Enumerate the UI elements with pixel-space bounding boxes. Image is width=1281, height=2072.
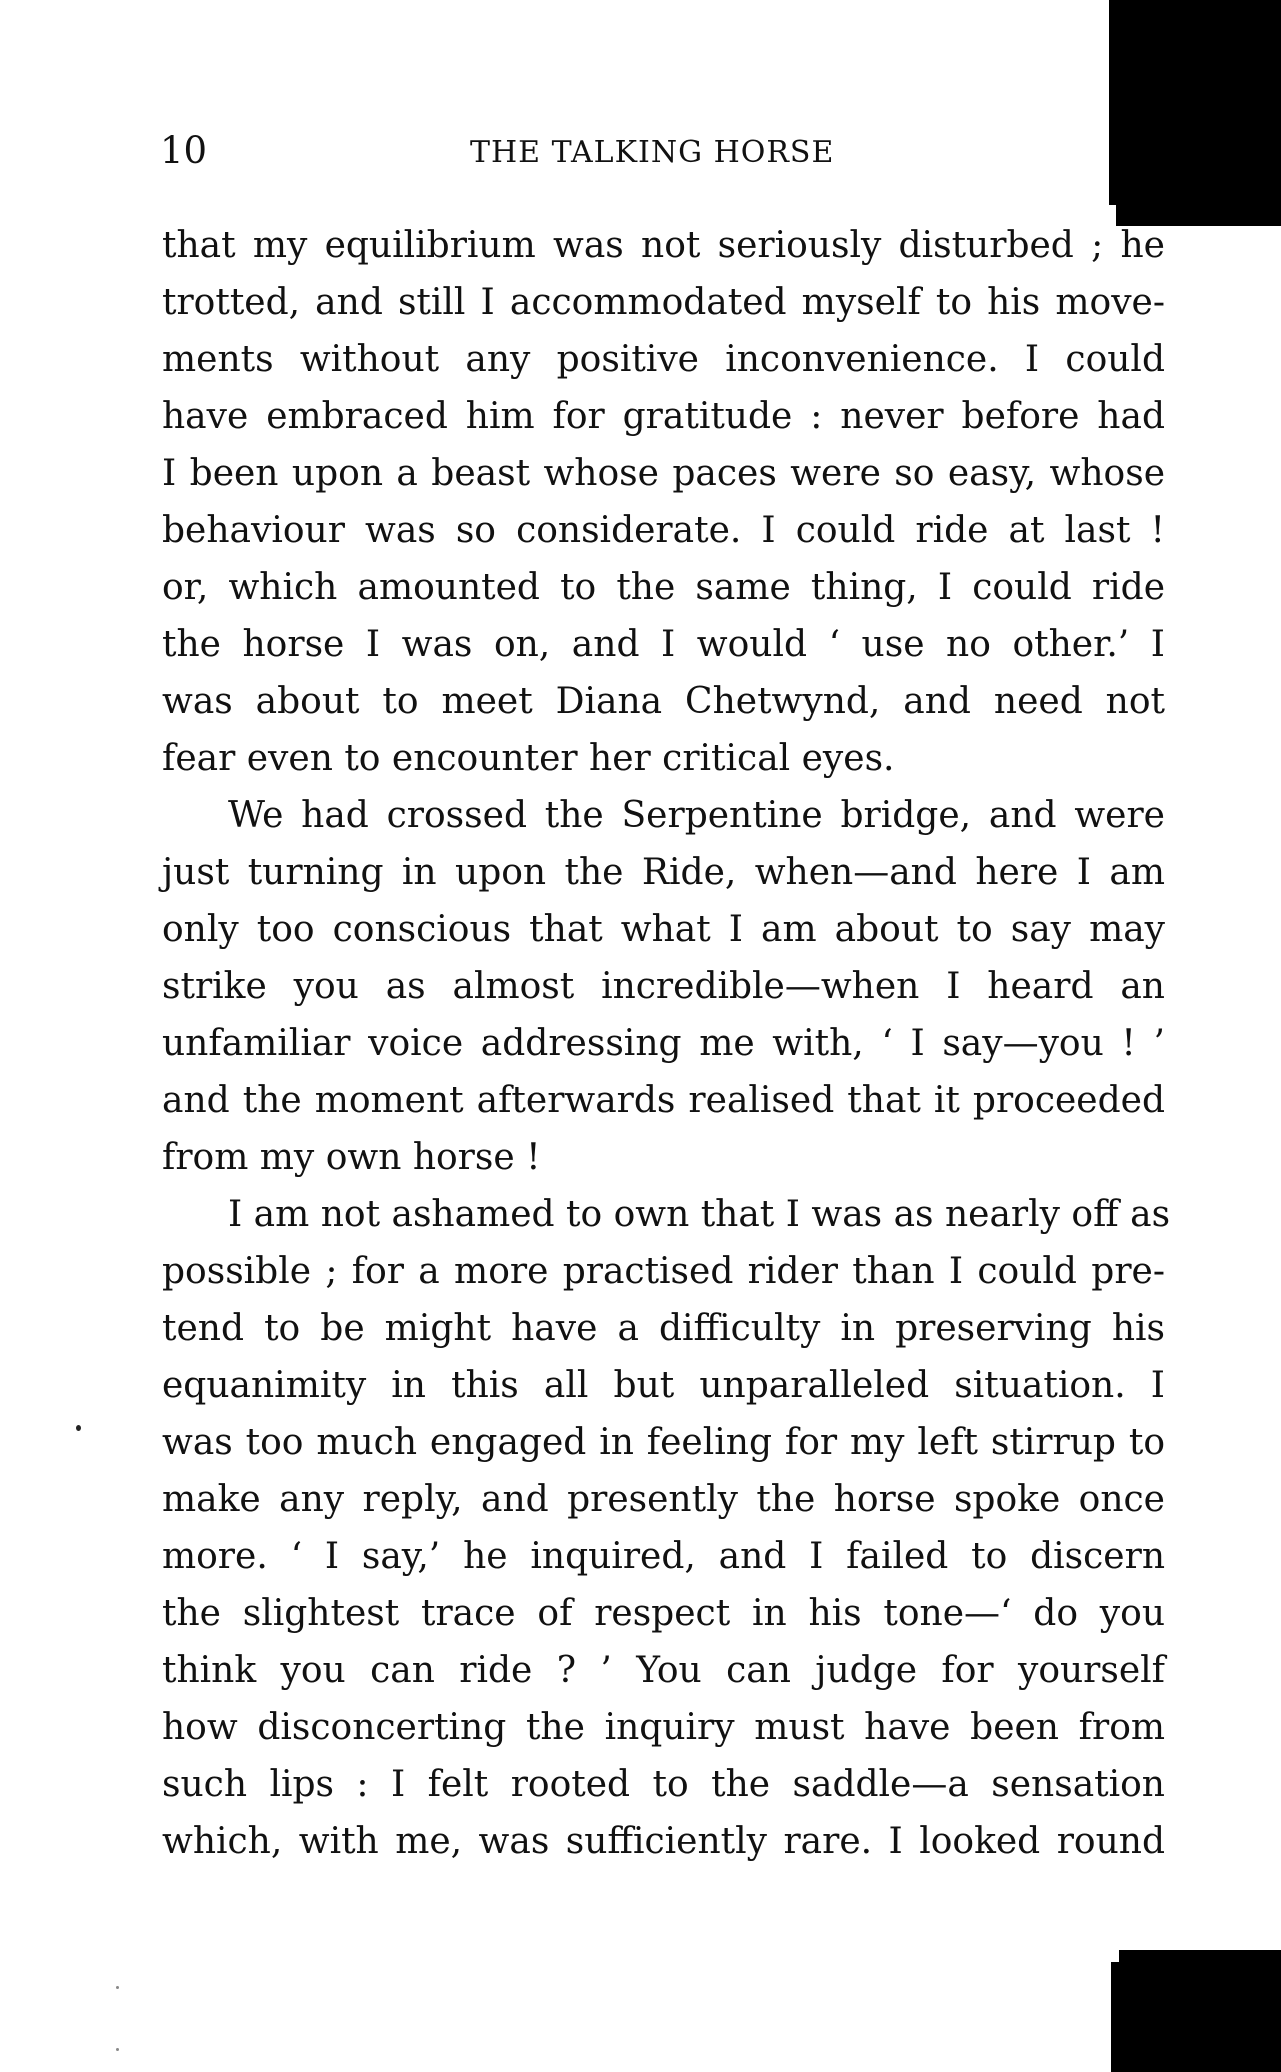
scan-speck	[116, 2048, 119, 2051]
page-header	[160, 128, 1165, 174]
paragraph-first-line: We had crossed the Serpentine bridge, and were	[228, 795, 1165, 836]
text-line: trotted, and still I accommodated myself to his move-	[162, 282, 1165, 323]
text-line: make any reply, and presently the horse spoke once	[162, 1479, 1165, 1520]
text-line: think you can ride ? ’ You can judge for yourself	[162, 1650, 1165, 1691]
text-line: behaviour was so considerate. I could ride at last !	[162, 510, 1165, 551]
text-line: was too much engaged in feeling for my left stirrup to	[162, 1422, 1165, 1463]
text-line: such lips : I felt rooted to the saddle—a sensation	[162, 1764, 1165, 1805]
scan-speck	[116, 1986, 119, 1989]
text-line: the slightest trace of respect in his tone—‘ do you	[162, 1593, 1165, 1634]
text-line: fear even to encounter her critical eyes.	[162, 738, 895, 779]
text-line: was about to meet Diana Chetwynd, and need not	[162, 681, 1165, 722]
text-line: and the moment afterwards realised that it proceeded	[162, 1080, 1165, 1121]
running-title: THE TALKING HORSE	[470, 135, 835, 170]
paragraph-first-line: I am not ashamed to own that I was as nearly off as	[228, 1194, 1171, 1235]
text-line: equanimity in this all but unparalleled situation. I	[162, 1365, 1165, 1406]
text-line: more. ‘ I say,’ he inquired, and I failed to discern	[162, 1536, 1165, 1577]
scan-edge-shadow-top-notch	[1109, 0, 1131, 205]
scan-edge-shadow-bottom-notch	[1111, 1962, 1129, 2072]
text-line: only too conscious that what I am about to say may	[162, 909, 1165, 950]
text-line: from my own horse !	[162, 1137, 541, 1178]
text-line: the horse I was on, and I would ‘ use no other.’ I	[162, 624, 1165, 665]
scan-edge-shadow-bottom	[1119, 1950, 1281, 2072]
body-text	[162, 217, 1171, 1870]
page-number: 10	[160, 129, 208, 172]
text-line: have embraced him for gratitude : never before had	[162, 396, 1165, 437]
scan-edge-shadow-top	[1116, 0, 1281, 226]
text-line: ments without any positive inconvenience. I could	[162, 339, 1165, 380]
text-line: just turning in upon the Ride, when—and here I am	[162, 852, 1165, 893]
text-line: or, which amounted to the same thing, I could ride	[162, 567, 1165, 608]
text-line: that my equilibrium was not seriously disturbed ; he	[162, 225, 1165, 266]
scan-speck	[76, 1425, 81, 1431]
text-line: how disconcerting the inquiry must have been from	[162, 1707, 1165, 1748]
text-line: tend to be might have a difficulty in preserving his	[162, 1308, 1165, 1349]
text-line: I been upon a beast whose paces were so easy, whose	[162, 453, 1165, 494]
text-line: which, with me, was sufficiently rare. I looked round	[162, 1821, 1165, 1862]
text-line: unfamiliar voice addressing me with, ‘ I say—you ! ’	[162, 1023, 1165, 1064]
text-line: possible ; for a more practised rider than I could pre-	[162, 1251, 1165, 1292]
text-line: strike you as almost incredible—when I heard an	[162, 966, 1165, 1007]
